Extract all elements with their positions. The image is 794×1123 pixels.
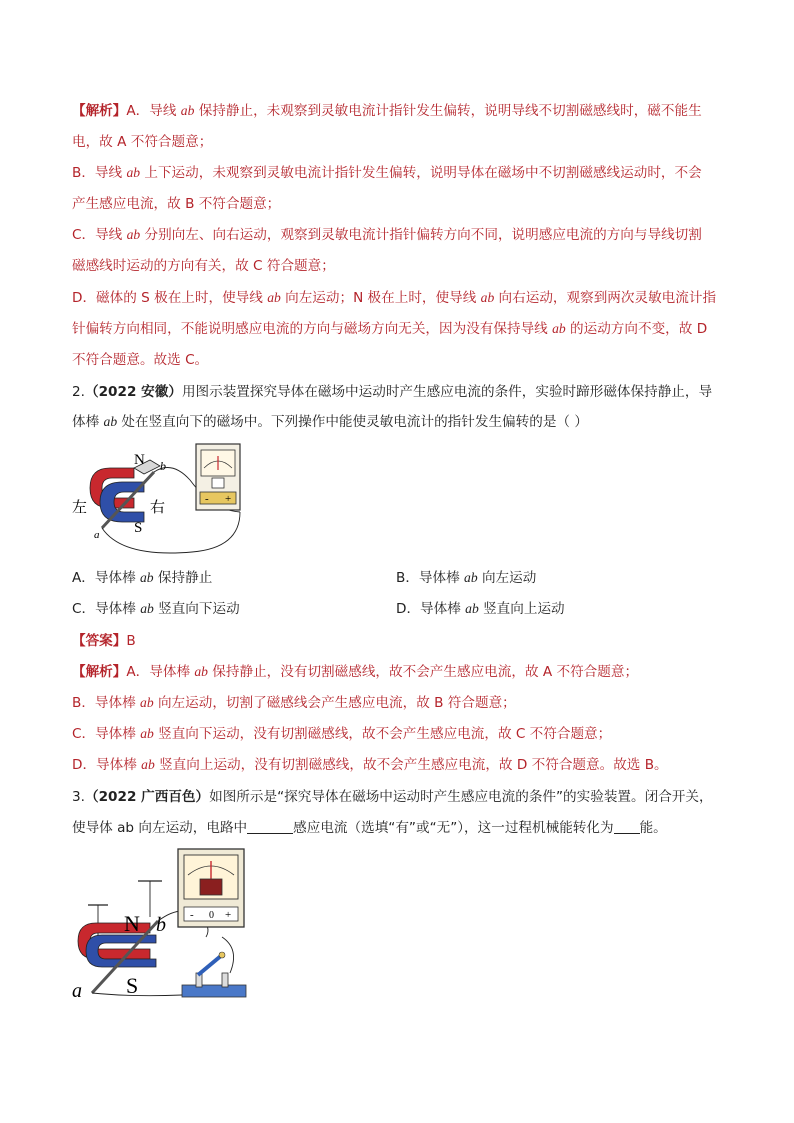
wire-a xyxy=(92,985,192,996)
meter-zero: 0 xyxy=(209,910,214,921)
fill-blank-1[interactable] xyxy=(247,819,293,834)
answer-value: B xyxy=(126,633,136,649)
q2-option-d[interactable]: D．导体棒 ab 竖直向上运动 xyxy=(396,601,565,617)
q3-source: （2022 广西百色） xyxy=(84,789,210,805)
label-S: S xyxy=(126,973,139,998)
analysis1-line-8: 针偏转方向相同，不能说明感应电流的方向与磁场方向无关，因为没有保持导线 ab 的运动方向不变，故 D xyxy=(72,321,708,337)
label-N: N xyxy=(134,452,145,468)
q2-stem-line-1: 2.（2022 安徽）用图示装置探究导体在磁场中运动时产生感应电流的条件，实验时蹄形磁体保持静止，导 xyxy=(72,384,713,400)
q3-stem-line-2: 使导体 ab 向左运动，电路中 感应电流（选填“有”或“无”），这一过程机械能转化为 能。 xyxy=(72,820,667,836)
label-S: S xyxy=(134,520,143,536)
q2-option-b[interactable]: B．导体棒 ab 向左运动 xyxy=(396,570,537,586)
meter-plus: + xyxy=(225,909,232,921)
q2-analysis-line-1: 【解析】A．导体棒 ab 保持静止，没有切割磁感线，故不会产生感应电流，故 A 不符合题意； xyxy=(72,664,639,680)
analysis1-line-3: B．导线 ab 上下运动，未观察到灵敏电流计指针发生偏转，说明导体在磁场中不切割磁感线运动时，不会 xyxy=(72,165,702,181)
q2-analysis-line-3: C．导体棒 ab 竖直向下运动，没有切割磁感线，故不会产生感应电流，故 C 不符合题意； xyxy=(72,726,612,742)
label-left: 左 xyxy=(72,500,88,516)
analysis1-line-7: D．磁体的 S 极在上时，使导线 ab 向左运动；N 极在上时，使导线 ab 向右运动，观察到两次灵敏电流计指 xyxy=(72,290,717,306)
analysis1-line-6: 磁感线时运动的方向有关，故 C 符合题意； xyxy=(72,258,335,274)
q2-option-c[interactable]: C．导体棒 ab 竖直向下运动 xyxy=(72,601,240,617)
q2-number: 2. xyxy=(72,384,85,400)
analysis1-line-4: 产生感应电流，故 B 不符合题意； xyxy=(72,196,281,212)
analysis1-line-9: 不符合题意。故选 C。 xyxy=(72,352,209,368)
q2-figure xyxy=(72,440,252,558)
label-b: b xyxy=(156,914,166,936)
meter-minus: - xyxy=(190,909,194,921)
label-a: a xyxy=(72,980,82,1002)
label-a: a xyxy=(94,529,100,541)
fill-blank-2[interactable] xyxy=(614,819,640,834)
analysis1-line-5: C．导线 ab 分别向左、向右运动，观察到灵敏电流计指针偏转方向不同，说明感应电流的方向与导线切割 xyxy=(72,227,702,243)
q2-analysis-line-2: B．导体棒 ab 向左运动，切割了磁感线会产生感应电流，故 B 符合题意； xyxy=(72,695,516,711)
q2-option-a[interactable]: A．导体棒 ab 保持静止 xyxy=(72,570,213,586)
q3-stem-line-1: 3.（2022 广西百色）如图所示是“探究导体在磁场中运动时产生感应电流的条件”的实验装置。闭合开关， xyxy=(72,789,713,805)
q2-answer xyxy=(72,631,136,651)
label-b: b xyxy=(160,459,166,473)
galvanometer xyxy=(196,444,240,510)
q2-analysis-line-4: D．导体棒 ab 竖直向上运动，没有切割磁感线，故不会产生感应电流，故 D 不符合题意。故选 B。 xyxy=(72,757,668,773)
switch xyxy=(182,952,246,997)
analysis1-line-1: 【解析】A．导线 ab 保持静止，未观察到灵敏电流计指针发生偏转，说明导线不切割磁感线时，磁不能生 xyxy=(72,103,702,119)
label-N: N xyxy=(124,911,140,936)
q3-number: 3. xyxy=(72,789,85,805)
analysis-tag: 【解析】 xyxy=(72,103,127,119)
meter-minus: - xyxy=(205,493,209,505)
analysis-tag: 【解析】 xyxy=(72,664,127,680)
label-right: 右 xyxy=(150,500,166,516)
analysis1-line-2: 电，故 A 不符合题意； xyxy=(72,134,213,150)
q2-source: （2022 安徽） xyxy=(84,384,182,400)
q3-figure xyxy=(72,845,262,1003)
q2-stem-line-2: 体棒 ab 处在竖直向下的磁场中。下列操作中能使灵敏电流计的指针发生偏转的是（ ） xyxy=(72,414,588,430)
meter-plus: + xyxy=(225,493,232,505)
answer-tag: 【答案】 xyxy=(72,633,127,649)
